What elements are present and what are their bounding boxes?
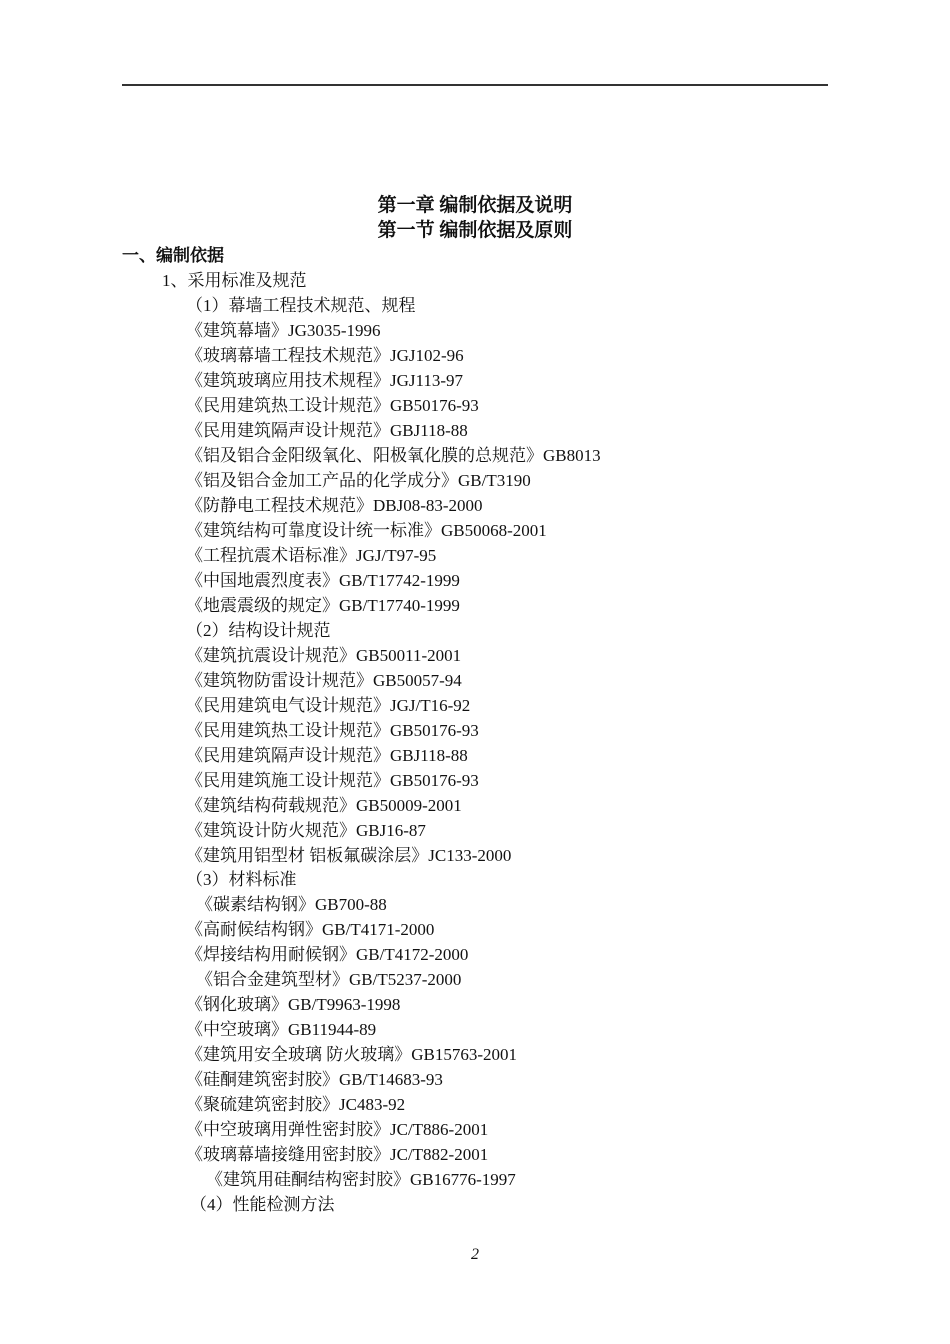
standard-item: 《防静电工程技术规范》DBJ08-83-2000 bbox=[186, 496, 483, 515]
group-title: （2）结构设计规范 bbox=[186, 621, 331, 640]
standard-item: 《碳素结构钢》GB700-88 bbox=[196, 895, 387, 914]
standard-item: 《玻璃幕墙工程技术规范》JGJ102-96 bbox=[186, 346, 464, 365]
standard-item: 《建筑结构可靠度设计统一标准》GB50068-2001 bbox=[186, 521, 547, 540]
standard-item: 《铝及铝合金阳级氧化、阳极氧化膜的总规范》GB8013 bbox=[186, 446, 601, 465]
standard-item: 《民用建筑施工设计规范》GB50176-93 bbox=[186, 771, 479, 790]
group-title: （1）幕墙工程技术规范、规程 bbox=[186, 296, 416, 315]
standard-item: 《建筑结构荷载规范》GB50009-2001 bbox=[186, 796, 462, 815]
standard-item: 《建筑物防雷设计规范》GB50057-94 bbox=[186, 671, 462, 690]
standard-item: 《民用建筑隔声设计规范》GBJ118-88 bbox=[186, 746, 468, 765]
standard-item: 《建筑设计防火规范》GBJ16-87 bbox=[186, 821, 426, 840]
standard-item: 《建筑用安全玻璃 防火玻璃》GB15763-2001 bbox=[186, 1045, 518, 1064]
standard-item: 《工程抗震术语标准》JGJ/T97-95 bbox=[186, 546, 437, 565]
standard-item: 《聚硫建筑密封胶》JC483-92 bbox=[186, 1095, 406, 1114]
standard-item: 《地震震级的规定》GB/T17740-1999 bbox=[186, 596, 460, 615]
standard-item: 《铝合金建筑型材》GB/T5237-2000 bbox=[196, 970, 462, 989]
standard-item: 《高耐候结构钢》GB/T4171-2000 bbox=[186, 920, 435, 939]
standard-item: 《中空玻璃》GB11944-89 bbox=[186, 1020, 377, 1039]
group-title: （4）性能检测方法 bbox=[190, 1195, 335, 1214]
standard-item: 《民用建筑电气设计规范》JGJ/T16-92 bbox=[186, 696, 471, 715]
standard-item: 《建筑抗震设计规范》GB50011-2001 bbox=[186, 646, 462, 665]
standard-item: 《建筑用铝型材 铝板氟碳涂层》JC133-2000 bbox=[186, 846, 512, 865]
chapter-title: 第一章 编制依据及说明 bbox=[377, 195, 573, 216]
header-rule bbox=[122, 84, 828, 86]
subheading: 1、采用标准及规范 bbox=[162, 271, 307, 290]
page-number: 2 bbox=[471, 1246, 479, 1263]
standard-item: 《中国地震烈度表》GB/T17742-1999 bbox=[186, 571, 460, 590]
standard-item: 《铝及铝合金加工产品的化学成分》GB/T3190 bbox=[186, 471, 531, 490]
section-title: 第一节 编制依据及原则 bbox=[377, 220, 573, 241]
group-title: （3）材料标准 bbox=[186, 870, 297, 889]
standard-item: 《中空玻璃用弹性密封胶》JC/T886-2001 bbox=[186, 1120, 489, 1139]
standard-item: 《建筑幕墙》JG3035-1996 bbox=[186, 321, 381, 340]
standard-item: 《民用建筑热工设计规范》GB50176-93 bbox=[186, 396, 479, 415]
standard-item: 《民用建筑热工设计规范》GB50176-93 bbox=[186, 721, 479, 740]
standard-item: 《建筑用硅酮结构密封胶》GB16776-1997 bbox=[206, 1170, 516, 1189]
standard-item: 《硅酮建筑密封胶》GB/T14683-93 bbox=[186, 1070, 443, 1089]
standard-item: 《钢化玻璃》GB/T9963-1998 bbox=[186, 995, 401, 1014]
heading: 一、编制依据 bbox=[122, 246, 224, 265]
standard-item: 《建筑玻璃应用技术规程》JGJ113-97 bbox=[186, 371, 464, 390]
standard-item: 《民用建筑隔声设计规范》GBJ118-88 bbox=[186, 421, 468, 440]
standard-item: 《焊接结构用耐候钢》GB/T4172-2000 bbox=[186, 945, 469, 964]
standard-item: 《玻璃幕墙接缝用密封胶》JC/T882-2001 bbox=[186, 1145, 489, 1164]
